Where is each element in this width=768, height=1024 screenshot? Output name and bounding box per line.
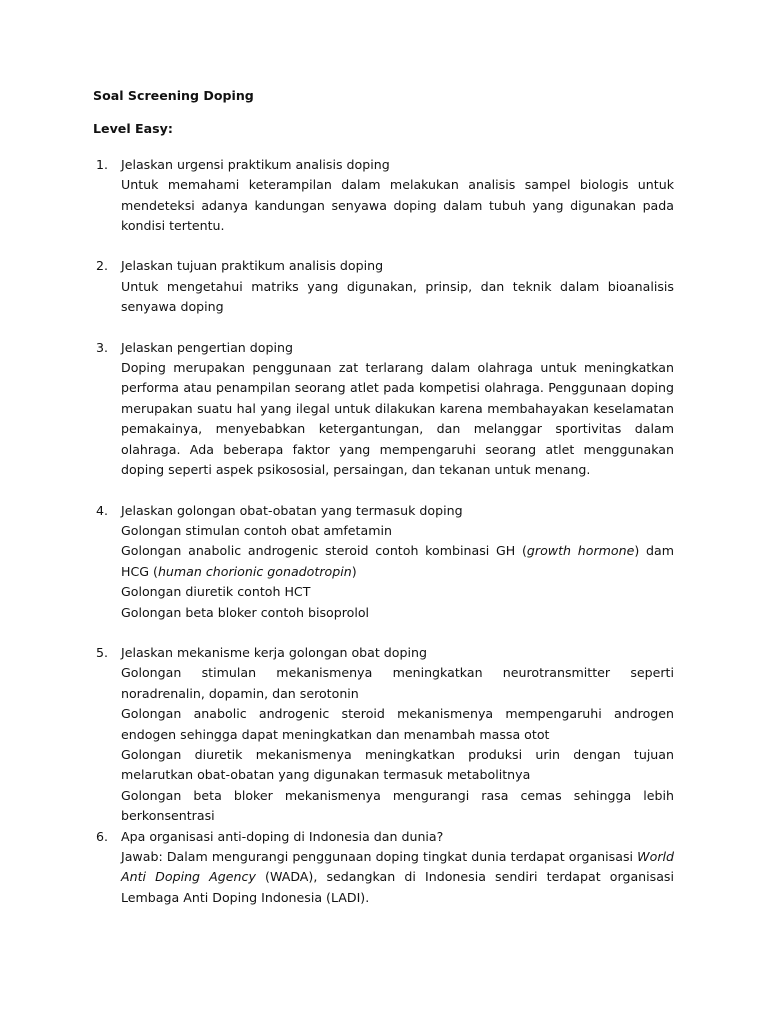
answer-text: (WADA), sedangkan di Indonesia sendiri terdapat organisasi Lembaga Anti Doping Indonesia (LADI).	[121, 869, 674, 905]
answer-paragraph	[121, 358, 674, 480]
answer-text: Jawab: Dalam mengurangi penggunaan doping tingkat dunia terdapat organisasi	[121, 849, 638, 864]
answer-text: Golongan stimulan mekanismenya meningkatkan neurotransmitter seperti noradrenalin, dopamin, dan serotonin	[121, 665, 674, 701]
question-text: Apa organisasi anti-doping di Indonesia dan dunia?	[121, 828, 444, 844]
question-item	[93, 643, 674, 827]
question-item	[93, 501, 674, 623]
answer-paragraph	[121, 847, 674, 908]
question-number: 6.	[96, 828, 109, 844]
question-text: Jelaskan pengertian doping	[121, 339, 293, 355]
answer-text: )	[351, 563, 357, 579]
answer-paragraph	[121, 786, 674, 827]
answer-text: Golongan beta bloker mekanismenya mengurangi rasa cemas sehingga lebih berkonsentrasi	[121, 787, 674, 824]
question-item	[93, 338, 674, 481]
answer-italic-term: World Anti Doping Agency	[121, 849, 674, 885]
question-text: Jelaskan mekanisme kerja golongan obat doping	[121, 644, 427, 660]
question-list	[93, 155, 674, 908]
answer-paragraph	[121, 175, 674, 236]
answer-paragraph	[121, 704, 674, 745]
question-number: 1.	[96, 156, 109, 172]
question-text: Jelaskan urgensi praktikum analisis doping	[121, 156, 390, 172]
answer-text: Golongan diuretik mekanismenya meningkatkan produksi urin dengan tujuan melarutkan obat-obatan yang digunakan termasuk metabolitnya	[121, 746, 674, 783]
answer-paragraph	[121, 745, 674, 786]
answer-text: Golongan anabolic androgenic steroid contoh kombinasi GH (	[121, 543, 527, 559]
question-number: 4.	[96, 502, 109, 518]
answer-italic-term: growth hormone	[526, 543, 635, 559]
answer-text: Untuk mengetahui matriks yang digunakan, prinsip, dan teknik dalam bioanalisis senyawa doping	[121, 278, 674, 315]
answer-text: ) dam HCG (	[121, 543, 674, 579]
question-text: Jelaskan golongan obat-obatan yang termasuk doping	[121, 502, 463, 518]
answer-paragraph	[121, 541, 674, 582]
question-item	[93, 827, 674, 909]
question-number: 3.	[96, 339, 109, 355]
answer-paragraph	[121, 663, 674, 704]
answer-italic-term: human chorionic gonadotropin	[157, 563, 352, 579]
question-item	[93, 256, 674, 317]
question-text: Jelaskan tujuan praktikum analisis doping	[121, 258, 384, 274]
document-body	[93, 86, 674, 908]
answer-paragraph	[121, 277, 674, 318]
answer-text: Golongan diuretik contoh HCT	[121, 584, 311, 600]
answer-text: Golongan beta bloker contoh bisoprolol	[121, 604, 370, 620]
question-number: 2.	[96, 258, 109, 274]
answer-text: Doping merupakan penggunaan zat terlarang dalam olahraga untuk meningkatkan performa atau penampilan seorang atlet pada kompetisi olahraga. Penggunaan doping merupakan suatu hal yang ilegal untuk dilakukan karena membahayakan keselamatan pemakainya, menyebabkan ketergantungan, dan melanggar sportivitas dalam olahraga. Ada beberapa faktor yang mempengaruhi seorang atlet menggunakan doping seperti aspek psikososial, persaingan, dan tekanan untuk menang.	[121, 360, 674, 478]
answer-text: Golongan stimulan contoh obat amfetamin	[121, 522, 392, 538]
answer-paragraph	[121, 521, 674, 541]
answer-text: Golongan anabolic androgenic steroid mekanismenya mempengaruhi androgen endogen sehingga dapat meningkatkan dan menambah massa otot	[121, 706, 674, 742]
document-title: Soal Screening Doping	[93, 88, 254, 103]
question-number: 5.	[96, 644, 109, 660]
answer-paragraph	[121, 582, 674, 602]
answer-text: Untuk memahami keterampilan dalam melakukan analisis sampel biologis untuk mendeteksi adanya kandungan senyawa doping dalam tubuh yang digunakan pada kondisi tertentu.	[121, 177, 674, 234]
answer-paragraph	[121, 603, 674, 623]
level-heading: Level Easy:	[93, 121, 173, 137]
question-item	[93, 155, 674, 237]
